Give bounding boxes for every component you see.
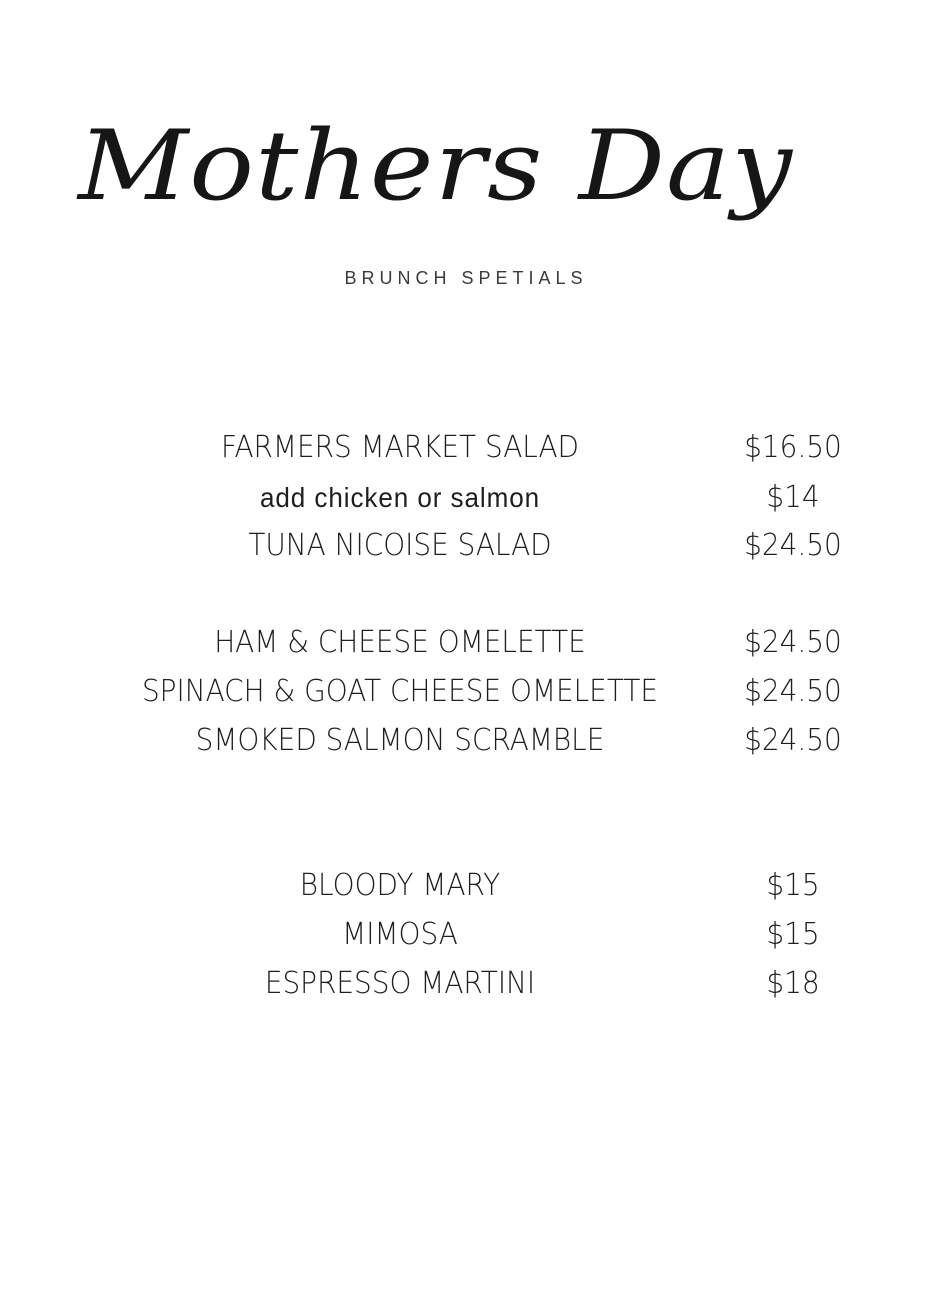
- menu-item-name: BLOODY MARY: [299, 868, 501, 903]
- menu-item-name: FARMERS MARKET SALAD: [220, 430, 580, 465]
- menu-item-price: $15: [766, 917, 820, 952]
- menu-item-name: MIMOSA: [342, 917, 458, 952]
- menu-item-price: $24.50: [744, 625, 842, 660]
- menu-item-name: HAM & CHEESE OMELETTE: [214, 625, 586, 660]
- menu-item-name: TUNA NICOISE SALAD: [248, 528, 552, 563]
- menu-item-price: $15: [766, 868, 820, 903]
- menu-item-price: $16.50: [744, 430, 842, 465]
- menu-item: [0, 424, 926, 472]
- menu-item: [0, 619, 926, 667]
- menu-item-price: $24.50: [744, 528, 842, 563]
- menu-item-price: $24.50: [744, 674, 842, 709]
- menu-item-name: add chicken or salmon: [259, 482, 541, 513]
- page-subtitle: BRUNCH SPETIALS: [344, 268, 588, 288]
- page-title: Mothers Day: [78, 110, 794, 222]
- menu-item-price: $24.50: [744, 723, 842, 758]
- menu-item-name: ESPRESSO MARTINI: [264, 966, 536, 1001]
- menu-item-addon: [0, 474, 926, 522]
- menu-item: [0, 668, 926, 716]
- menu-item-name: SPINACH & GOAT CHEESE OMELETTE: [141, 674, 659, 709]
- menu-item-name: SMOKED SALMON SCRAMBLE: [195, 723, 605, 758]
- menu-item: [0, 862, 926, 910]
- menu-item: [0, 911, 926, 959]
- menu-item-price: $14: [766, 480, 820, 515]
- menu-item: [0, 522, 926, 570]
- menu-item: [0, 717, 926, 765]
- menu-item: [0, 960, 926, 1008]
- menu-item-price: $18: [766, 966, 820, 1001]
